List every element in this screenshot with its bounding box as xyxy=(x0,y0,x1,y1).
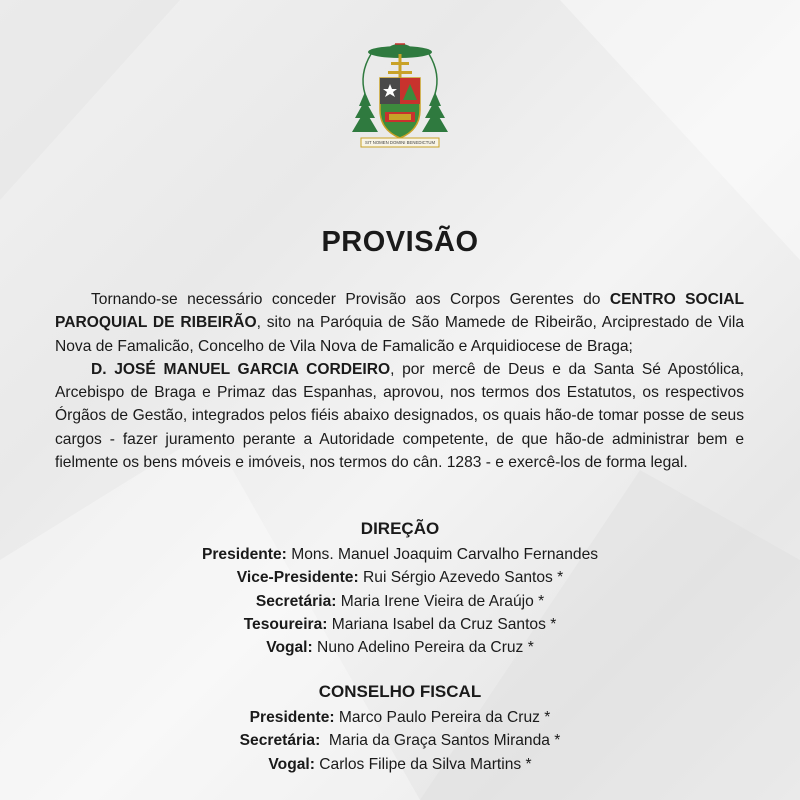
coat-of-arms-logo xyxy=(349,34,451,154)
direcao-heading: DIREÇÃO xyxy=(360,519,440,538)
paragraph-approval: D. JOSÉ MANUEL GARCIA CORDEIRO, por mercê de Deus e da Santa Sé Apostólica, Arcebispo de Braga e Primaz das Espanhas, aprovou, nos termos dos Estatutos, os respectivos Órgãos de Gestão, integrados pelos fiéis abaixo designados, os quais hão-de tomar posse de seus cargos - fazer juramento perante a Autoridade competente, de que hão-de administrar bem e fielmente os bens móveis e imóveis, nos termos do cân. 1283 - e exercê-los de forma legal. xyxy=(55,360,744,472)
member-row: Tesoureira: Mariana Isabel da Cruz Santos * xyxy=(243,615,557,633)
member-row: Presidente: Mons. Manuel Joaquim Carvalho Fernandes xyxy=(201,546,599,563)
member-row: Vogal: Nuno Adelino Pereira da Cruz * xyxy=(266,639,534,657)
member-row: Vice-Presidente: Rui Sérgio Azevedo Santos * xyxy=(236,569,564,587)
member-row: Vogal: Carlos Filipe da Silva Martins * xyxy=(268,755,532,773)
provision-body xyxy=(55,288,744,474)
crest-motto: SIT NOMEN DOMINI BENEDICTUM xyxy=(364,140,436,145)
member-row: Presidente: Marco Paulo Pereira da Cruz * xyxy=(249,709,551,726)
member-row: Secretária: Maria Irene Vieira de Araújo * xyxy=(255,592,545,610)
paragraph-intro: Tornando-se necessário conceder Provisão aos Corpos Gerentes do CENTRO SOCIAL PAROQUIAL DE RIBEIRÃO, sito na Paróquia de São Mamede de Ribeirão, Arciprestado de Vila Nova de Famalicão, Concelho de Vila Nova de Famalicão e Arquidiocese de Braga; xyxy=(55,291,744,355)
entity-name: CENTRO SOCIAL PAROQUIAL DE RIBEIRÃO xyxy=(55,291,744,332)
document-title: PROVISÃO xyxy=(321,226,479,258)
conselho-fiscal-heading: CONSELHO FISCAL xyxy=(318,682,482,701)
member-row: Secretária: Maria da Graça Santos Miranda * xyxy=(239,732,561,750)
archbishop-name: D. JOSÉ MANUEL GARCIA CORDEIRO xyxy=(91,360,391,378)
direcao-section xyxy=(0,519,800,659)
conselho-fiscal-section xyxy=(0,682,800,776)
